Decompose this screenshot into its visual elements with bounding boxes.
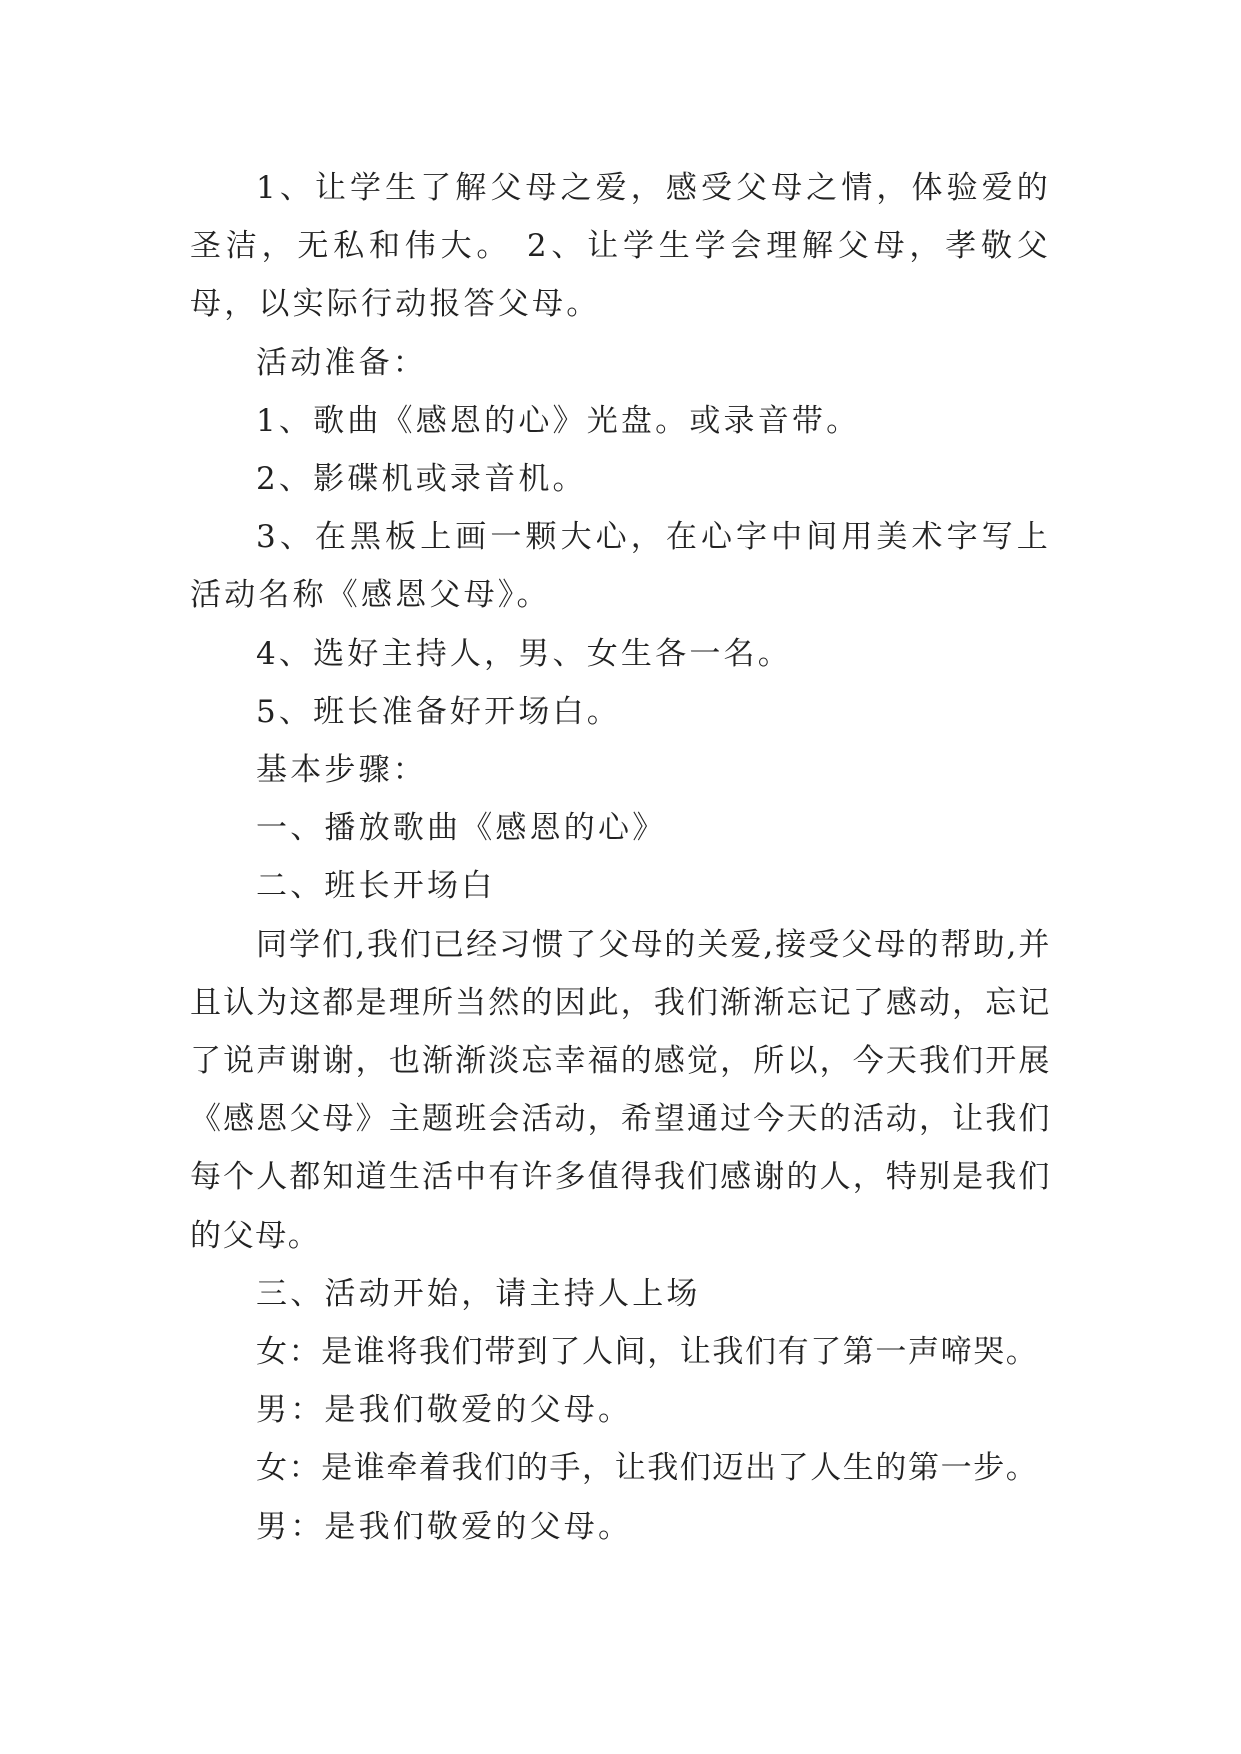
step-3: 三、活动开始，请主持人上场 (256, 1275, 701, 1312)
step-1: 一、播放歌曲《感恩的心》 (256, 810, 667, 847)
dialogue-line-4: 男：是我们敬爱的父母。 (256, 1508, 633, 1545)
heading-activity-preparation: 活动准备： (256, 344, 427, 381)
prep-item-2: 2、影碟机或录音机。 (256, 461, 587, 498)
prep-item-3: 3、在黑板上画一颗大心，在心字中间用美术字写上活动名称《感恩父母》。 (190, 519, 1051, 614)
paragraph-opening-speech: 同学们,我们已经习惯了父母的关爱,接受父母的帮助,并且认为这都是理所当然的因此，我们渐渐忘记了感动，忘记了说声谢谢，也渐渐淡忘幸福的感觉，所以，今天我们开展《感恩父母》主题班会活动，希望通过今天的活动，让我们每个人都知道生活中有许多值得我们感谢的人，特别是我们的父母。 (190, 926, 1051, 1254)
paragraph-objectives: 1、让学生了解父母之爱，感受父母之情，体验爱的圣洁，无私和伟大。 2、让学生学会理解父母，孝敬父母，以实际行动报答父母。 (190, 170, 1051, 323)
prep-item-5: 5、班长准备好开场白。 (256, 693, 621, 730)
prep-item-4: 4、选好主持人，男、女生各一名。 (256, 635, 792, 672)
dialogue-line-2: 男：是我们敬爱的父母。 (256, 1392, 633, 1429)
dialogue-line-1: 女：是谁将我们带到了人间，让我们有了第一声啼哭。 (256, 1334, 1039, 1371)
heading-basic-steps: 基本步骤： (256, 752, 427, 789)
step-2: 二、班长开场白 (256, 868, 496, 905)
dialogue-line-3: 女：是谁牵着我们的手，让我们迈出了人生的第一步。 (256, 1450, 1039, 1487)
document-body (190, 159, 1051, 1556)
prep-item-1: 1、歌曲《感恩的心》光盘。或录音带。 (256, 402, 861, 439)
